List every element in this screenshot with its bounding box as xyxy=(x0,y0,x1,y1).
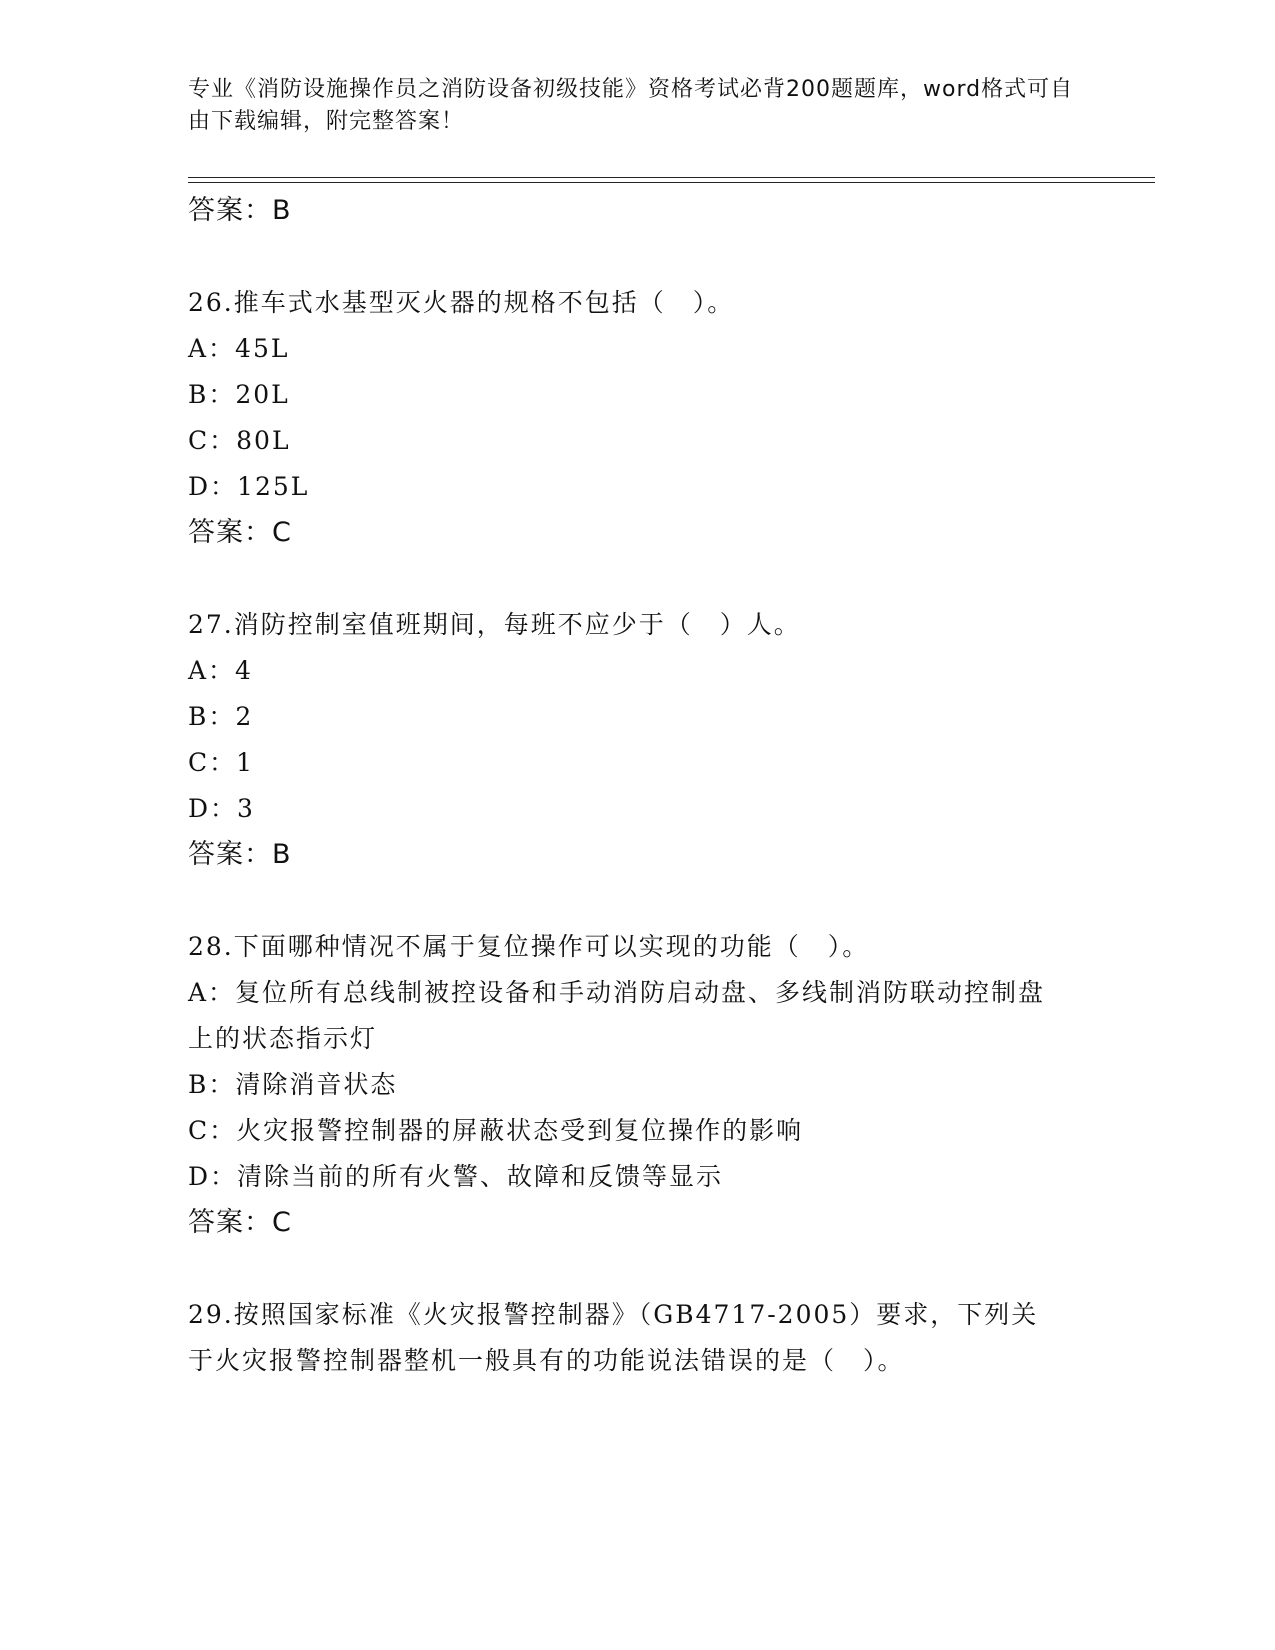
option-b: B：2 xyxy=(188,702,254,731)
option-c: C：火灾报警控制器的屏蔽状态受到复位操作的影响 xyxy=(188,1116,804,1145)
header-divider-bottom xyxy=(188,182,1155,183)
option-a: A：45L xyxy=(188,334,290,363)
option-a: A：4 xyxy=(188,656,253,685)
question-stem: 29.按照国家标准《火灾报警控制器》（GB4717-2005）要求，下列关于火灾报警控制器整机一般具有的功能说法错误的是（ ）。 xyxy=(188,1300,1039,1375)
option-b: B：20L xyxy=(188,380,290,409)
spacer xyxy=(188,1246,1088,1292)
spacer xyxy=(188,234,1088,280)
question-stem: 27.消防控制室值班期间，每班不应少于（ ）人。 xyxy=(188,610,801,639)
option-d: D：清除当前的所有火警、故障和反馈等显示 xyxy=(188,1162,724,1191)
option-d: D：3 xyxy=(188,794,255,823)
header-title: 专业《消防设施操作员之消防设备初级技能》资格考试必背200题题库，word格式可自由下载编辑，附完整答案！ xyxy=(188,77,1074,134)
previous-answer: 答案：B xyxy=(188,195,292,226)
document-header xyxy=(188,74,1088,138)
question-stem: 28.下面哪种情况不属于复位操作可以实现的功能（ ）。 xyxy=(188,932,870,961)
question-27 xyxy=(188,602,1088,878)
question-stem: 26.推车式水基型灭火器的规格不包括（ ）。 xyxy=(188,288,735,317)
option-b: B：清除消音状态 xyxy=(188,1070,398,1099)
question-26 xyxy=(188,280,1088,556)
option-c: C：80L xyxy=(188,426,291,455)
spacer xyxy=(188,556,1088,602)
question-answer: 答案：C xyxy=(188,1207,292,1238)
question-29 xyxy=(188,1292,1088,1384)
spacer xyxy=(188,878,1088,924)
question-28 xyxy=(188,924,1088,1246)
question-answer: 答案：C xyxy=(188,517,292,548)
header-divider-top xyxy=(188,177,1155,178)
question-answer: 答案：B xyxy=(188,839,292,870)
question-list xyxy=(188,188,1088,1384)
option-d: D：125L xyxy=(188,472,310,501)
option-c: C：1 xyxy=(188,748,255,777)
option-a: A：复位所有总线制被控设备和手动消防启动盘、多线制消防联动控制盘上的状态指示灯 xyxy=(188,978,1046,1053)
